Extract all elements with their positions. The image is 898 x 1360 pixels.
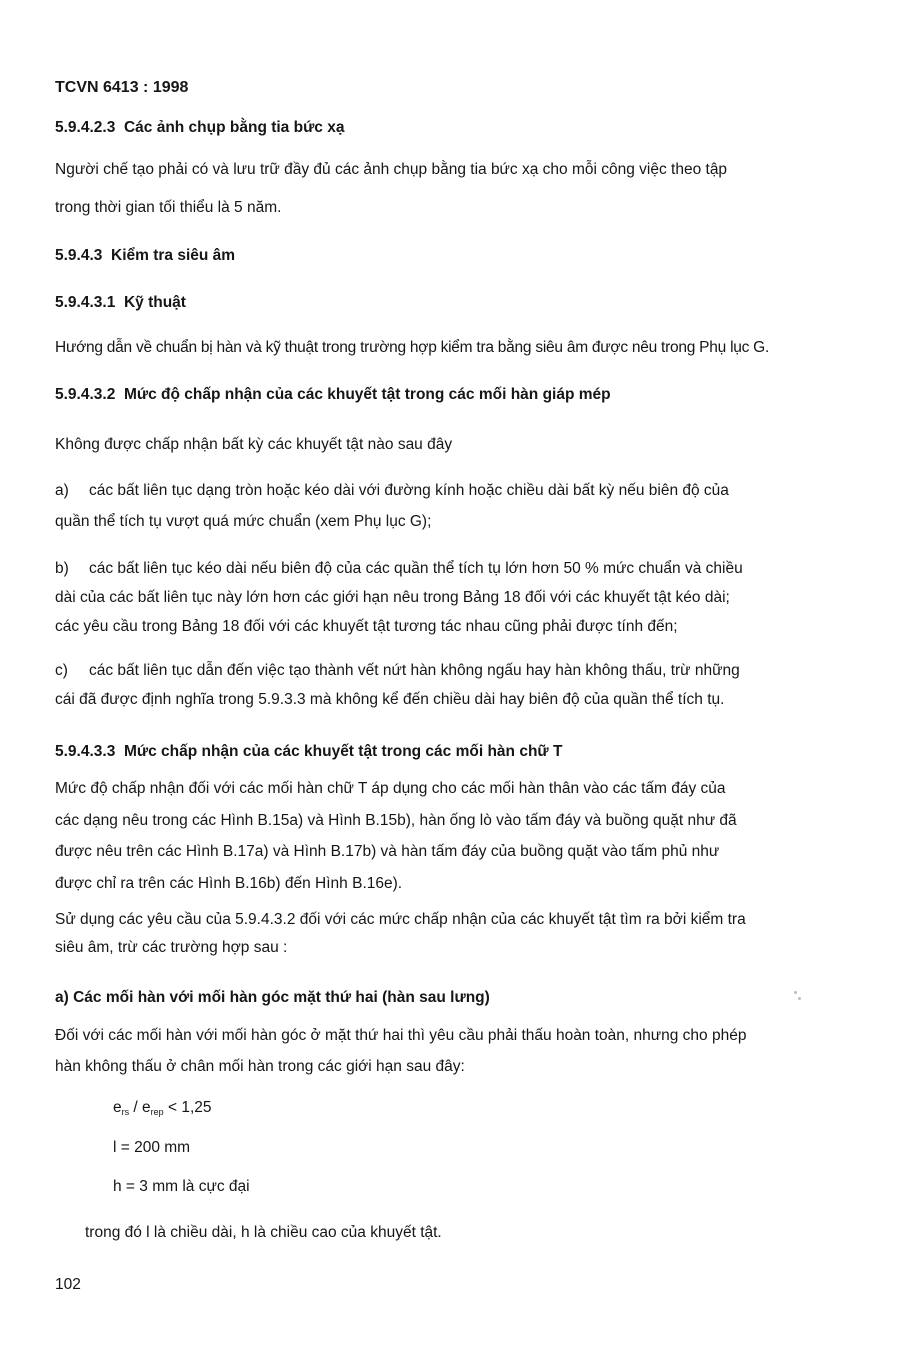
scan-speck <box>794 991 797 994</box>
section-heading-5-9-4-3-3 <box>55 742 562 762</box>
formula-height: h = 3 mm là cực đại <box>113 1178 250 1195</box>
formula-symbol: e <box>113 1099 122 1116</box>
paragraph-line: Sử dụng các yêu cầu của 5.9.4.3.2 đối với các mức chấp nhận của các khuyết tật tìm ra bởi kiểm tra <box>55 911 746 928</box>
list-item-c <box>55 661 740 681</box>
paragraph-line: Hướng dẫn về chuẩn bị hàn và kỹ thuật trong trường hợp kiểm tra bằng siêu âm được nêu trong Phụ lục G. <box>55 339 770 356</box>
scan-speck <box>798 997 801 1000</box>
standard-code: TCVN 6413 : 1998 <box>55 79 189 96</box>
section-heading-5-9-4-3-1 <box>55 293 186 313</box>
list-item-continuation: dài của các bất liên tục này lớn hơn các giới hạn nêu trong Bảng 18 đối với các khuyết tật kéo dài; <box>55 589 730 606</box>
section-heading-5-9-4-3-2 <box>55 385 611 405</box>
list-label: b) <box>55 560 69 577</box>
paragraph-line: hàn không thấu ở chân mối hàn trong các giới hạn sau đây: <box>55 1058 465 1075</box>
page-number: 102 <box>55 1276 81 1293</box>
section-heading-5-9-4-2-3 <box>55 118 344 138</box>
list-item-text: các bất liên tục kéo dài nếu biên độ của các quần thể tích tụ lớn hơn 50 % mức chuẩn và chiều <box>89 560 743 577</box>
section-number: 5.9.4.3.1 <box>55 294 116 311</box>
list-item-continuation: các yêu cầu trong Bảng 18 đối với các khuyết tật tương tác nhau cũng phải được tính đến; <box>55 618 678 635</box>
list-item-text: các bất liên tục dạng tròn hoặc kéo dài với đường kính hoặc chiều dài bất kỳ nếu biên độ của <box>89 482 729 499</box>
formula-symbol: / e <box>129 1099 151 1116</box>
section-number: 5.9.4.3 <box>55 247 103 264</box>
paragraph-line: siêu âm, trừ các trường hợp sau : <box>55 939 288 956</box>
paragraph-line: được chỉ ra trên các Hình B.16b) đến Hình B.16e). <box>55 875 403 892</box>
paragraph-line: được nêu trên các Hình B.17a) và Hình B.17b) và hàn tấm đáy của buồng quặt vào tấm phủ như <box>55 843 720 860</box>
formula-subscript: rep <box>150 1107 164 1117</box>
paragraph-line: trong thời gian tối thiểu là 5 năm. <box>55 199 282 216</box>
formula-value: < 1,25 <box>163 1099 212 1116</box>
list-item-continuation: cái đã được định nghĩa trong 5.9.3.3 mà không kể đến chiều dài hay biên độ của quần thể tích tụ. <box>55 691 725 708</box>
list-label: c) <box>55 662 68 679</box>
formula-length: l = 200 mm <box>113 1139 191 1156</box>
list-label: a) <box>55 482 69 499</box>
paragraph-line: Không được chấp nhận bất kỳ các khuyết tật nào sau đây <box>55 436 453 453</box>
where-clause: trong đó l là chiều dài, h là chiều cao của khuyết tật. <box>85 1224 442 1241</box>
list-item-text: các bất liên tục dẫn đến việc tạo thành vết nứt hàn không ngấu hay hàn không thấu, trừ những <box>89 662 740 679</box>
section-title: Mức độ chấp nhận của các khuyết tật trong các mối hàn giáp mép <box>123 386 611 403</box>
section-number: 5.9.4.3.3 <box>55 743 116 760</box>
list-item-a <box>55 481 729 501</box>
formula-ratio <box>113 1098 212 1122</box>
paragraph-line: Người chế tạo phải có và lưu trữ đầy đủ các ảnh chụp bằng tia bức xạ cho mỗi công việc theo tập <box>55 161 728 178</box>
section-title: Kiểm tra siêu âm <box>111 247 236 264</box>
subsection-heading-a: a) Các mối hàn với mối hàn góc mặt thứ hai (hàn sau lưng) <box>55 989 490 1006</box>
section-title: Các ảnh chụp bằng tia bức xạ <box>123 119 345 136</box>
list-item-continuation: quần thể tích tụ vượt quá mức chuẩn (xem Phụ lục G); <box>55 513 432 530</box>
paragraph-line: các dạng nêu trong các Hình B.15a) và Hình B.15b), hàn ống lò vào tấm đáy và buồng quặt như đã <box>55 812 737 829</box>
section-title: Mức chấp nhận của các khuyết tật trong các mối hàn chữ T <box>123 743 563 760</box>
section-title: Kỹ thuật <box>123 294 186 311</box>
section-number: 5.9.4.3.2 <box>55 386 116 403</box>
section-heading-5-9-4-3 <box>55 246 235 266</box>
list-item-b <box>55 559 743 579</box>
section-number: 5.9.4.2.3 <box>55 119 116 136</box>
formula-subscript: rs <box>121 1107 130 1117</box>
paragraph-line: Mức độ chấp nhận đối với các mối hàn chữ T áp dụng cho các mối hàn thân vào các tấm đáy của <box>55 780 726 797</box>
paragraph-line: Đối với các mối hàn với mối hàn góc ở mặt thứ hai thì yêu cầu phải thấu hoàn toàn, nhưng cho phép <box>55 1027 747 1044</box>
